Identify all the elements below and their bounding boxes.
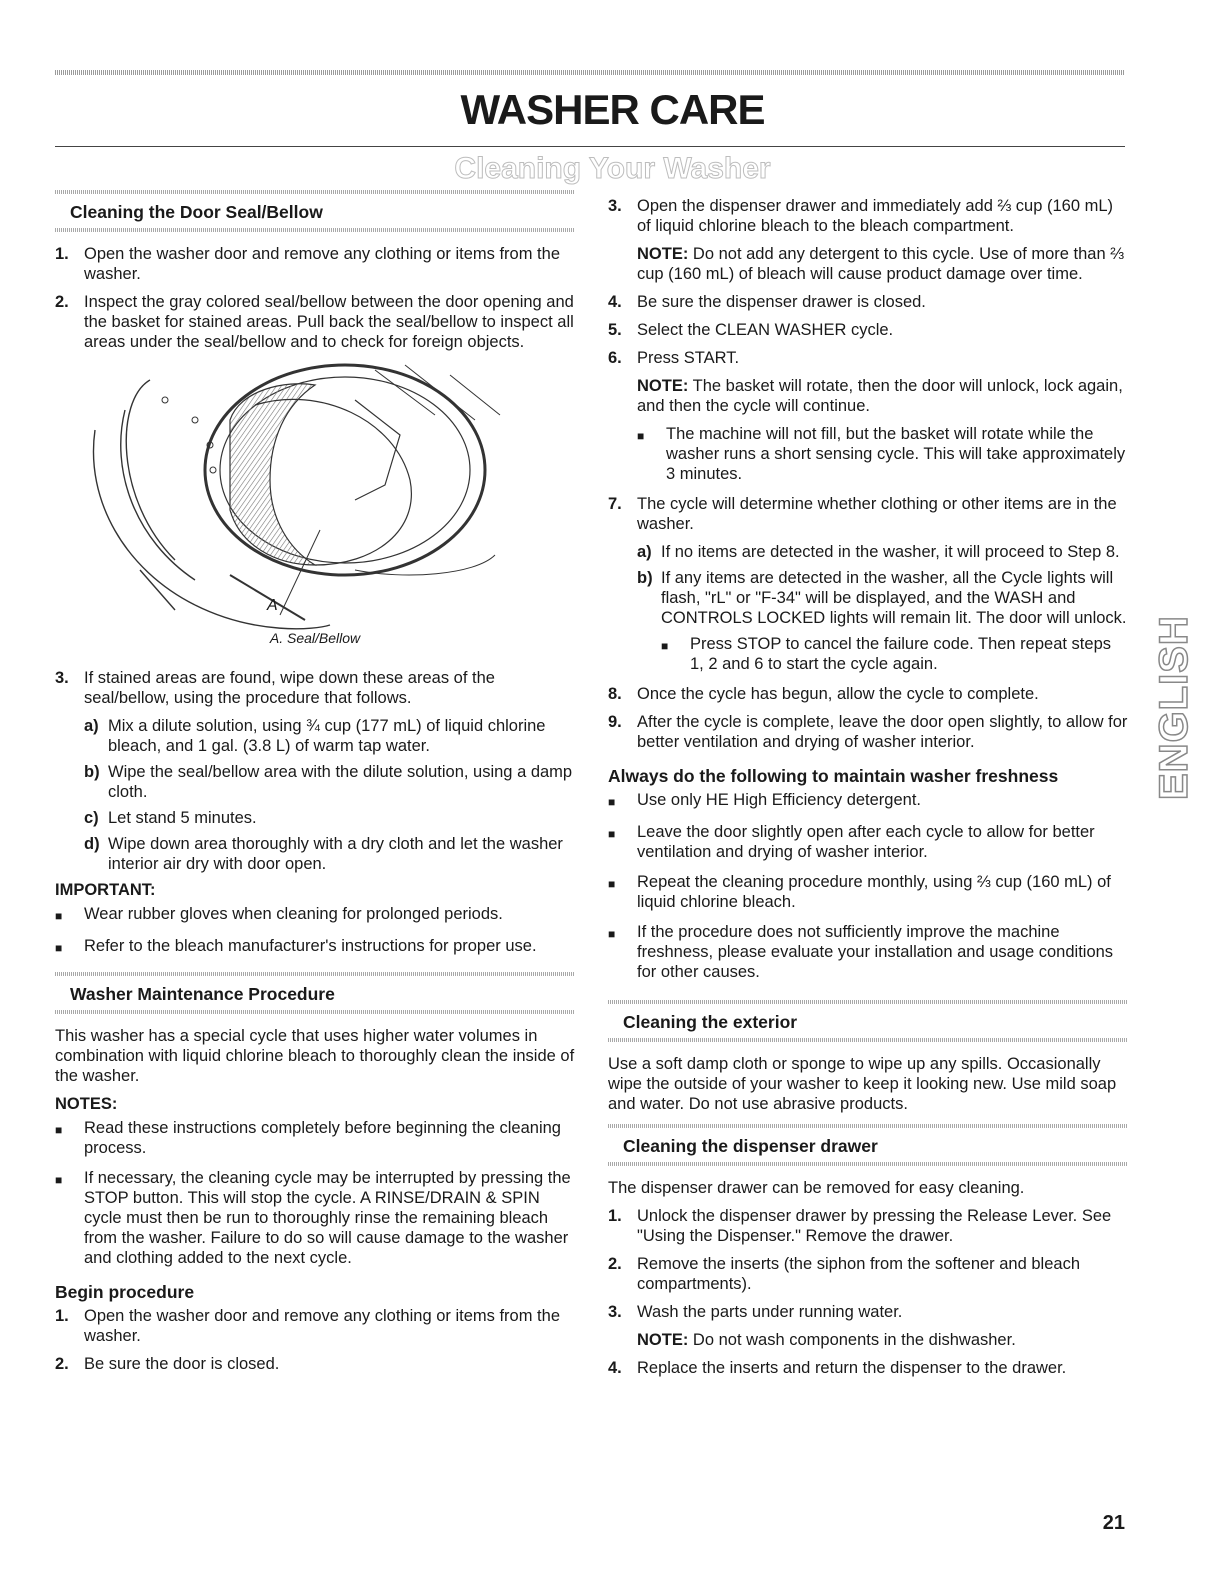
step-text: Unlock the dispenser drawer by pressing the Release Lever. See "Using the Dispenser." Remove the drawer. (637, 1207, 1112, 1245)
page-number: 21 (1102, 1512, 1125, 1534)
substep-text: Mix a dilute solution, using ¾ cup (177 mL) of liquid chlorine bleach, and 1 gal. (3.8 L) of warm tap water. (108, 717, 546, 755)
list-item (84, 834, 575, 874)
step-text: Be sure the door is closed. (84, 1355, 280, 1373)
list-item (608, 292, 1128, 312)
substep-letter: c) (84, 809, 99, 827)
begin-procedure-heading: Begin procedure (55, 1282, 195, 1302)
maintenance-intro: This washer has a special cycle that uses higher water volumes in combination with liquid chlorine bleach to thoroughly clean the inside of the washer. (55, 1027, 575, 1085)
step-text: Press START. (637, 349, 740, 367)
substep-letter: d) (84, 835, 100, 853)
step-number: 4. (608, 293, 622, 311)
right-column (608, 196, 1128, 1386)
list-item (84, 716, 575, 756)
step-number: 1. (608, 1207, 622, 1225)
notes-label: NOTES: (55, 1095, 118, 1113)
list-item (608, 822, 1128, 862)
bullet-text: Repeat the cleaning procedure monthly, using ⅔ cup (160 mL) of liquid chlorine bleach. (637, 873, 1111, 911)
list-item (55, 1168, 575, 1268)
dispenser-intro: The dispenser drawer can be removed for easy cleaning. (608, 1179, 1025, 1197)
step-text: Open the washer door and remove any clothing or items from the washer. (84, 1307, 560, 1345)
list-item (661, 634, 1128, 674)
section-heading-exterior: Cleaning the exterior (608, 1000, 1128, 1042)
step-number: 2. (55, 293, 69, 311)
list-item (55, 292, 575, 352)
step-number: 3. (608, 197, 622, 215)
list-item (55, 668, 575, 708)
bullet-square-icon: ■ (55, 909, 63, 923)
figure-caption: A. Seal/Bellow (269, 630, 361, 646)
list-item (608, 790, 1128, 812)
note (637, 376, 1128, 416)
step-number: 3. (608, 1303, 622, 1321)
bullet-text: Leave the door slightly open after each cycle to allow for better ventilation and drying of washer interior. (637, 823, 1095, 861)
step-text: Wash the parts under running water. (637, 1303, 903, 1321)
section-heading-maintenance: Washer Maintenance Procedure (55, 972, 575, 1014)
step-text: The cycle will determine whether clothing or other items are in the washer. (637, 495, 1117, 533)
figure-callout-letter: A (267, 597, 278, 614)
note-label: NOTE: (637, 245, 689, 263)
note (637, 244, 1128, 284)
step-number: 1. (55, 1307, 69, 1325)
list-item (608, 348, 1128, 368)
page-title: WASHER CARE (460, 86, 765, 133)
step-number: 5. (608, 321, 622, 339)
list-item (608, 922, 1128, 982)
list-item (55, 936, 575, 958)
list-item (608, 196, 1128, 236)
important-label: IMPORTANT: (55, 881, 156, 899)
step-number: 1. (55, 245, 69, 263)
list-item (55, 1306, 575, 1346)
list-item (84, 762, 575, 802)
substep-text: Wipe the seal/bellow area with the dilute solution, using a damp cloth. (108, 763, 573, 801)
step-text: Remove the inserts (the siphon from the softener and bleach compartments). (637, 1255, 1080, 1293)
substep-list (84, 716, 575, 874)
substep-text: Wipe down area thoroughly with a dry cloth and let the washer interior air dry with door open. (108, 835, 563, 873)
note-label: NOTE: (637, 377, 689, 395)
substep-text: If any items are detected in the washer, all the Cycle lights will flash, "rL" or "F-34" will be displayed, and the WASH and CONTROLS LOCKED lights will remain lit. The door will unlock. (661, 569, 1127, 627)
bullet-square-icon: ■ (608, 927, 616, 941)
substep-letter: b) (84, 763, 100, 781)
bullet-text: Use only HE High Efficiency detergent. (637, 791, 922, 809)
bullet-square-icon: ■ (608, 795, 616, 809)
step-text: Replace the inserts and return the dispenser to the drawer. (637, 1359, 1067, 1377)
list-item (608, 1254, 1128, 1294)
section-heading-dispenser: Cleaning the dispenser drawer (608, 1124, 1128, 1166)
substep-list (637, 542, 1128, 628)
bullet-square-icon: ■ (55, 941, 63, 955)
list-item (608, 712, 1128, 752)
bullet-text: Read these instructions completely before beginning the cleaning process. (84, 1119, 561, 1157)
note-text: The basket will rotate, then the door will unlock, lock again, and then the cycle will continue. (637, 377, 1123, 415)
list-item (608, 1302, 1128, 1322)
step-text: Inspect the gray colored seal/bellow between the door opening and the basket for stained areas. Pull back the seal/bellow to inspect all areas under the seal/bellow and to check for foreign objects. (84, 293, 574, 351)
list-item (608, 1358, 1128, 1378)
list-item (55, 244, 575, 284)
list-item (608, 494, 1128, 534)
note (637, 1330, 1128, 1350)
step-number: 9. (608, 713, 622, 731)
list-item (608, 1206, 1128, 1246)
list-item (608, 872, 1128, 912)
bullet-text: The machine will not fill, but the basket will rotate while the washer runs a short sensing cycle. This will take approximately 3 minutes. (666, 425, 1126, 483)
title-rule (55, 146, 1125, 147)
page-subtitle: Cleaning Your Washer (454, 152, 771, 185)
freshness-heading: Always do the following to maintain washer freshness (608, 766, 1059, 786)
language-side-tab: ENGLISH (1152, 615, 1196, 800)
step-number: 7. (608, 495, 622, 513)
bullet-square-icon: ■ (637, 429, 645, 443)
left-column (55, 190, 575, 1382)
substep-letter: a) (84, 717, 99, 735)
step-text: After the cycle is complete, leave the door open slightly, to allow for better ventilation and drying of washer interior. (637, 713, 1128, 751)
bullet-text: If necessary, the cleaning cycle may be interrupted by pressing the STOP button. This will stop the cycle. A RINSE/DRAIN & SPIN cycle must then be run to thoroughly rinse the remaining bleach from the washer. Failure to do so will cause damage to the washer and clothing added to the next cycle. (84, 1169, 571, 1267)
section-heading-door-seal: Cleaning the Door Seal/Bellow (55, 190, 575, 232)
step-text: If stained areas are found, wipe down these areas of the seal/bellow, using the procedure that follows. (84, 669, 495, 707)
bullet-square-icon: ■ (55, 1173, 63, 1187)
substep-letter: b) (637, 569, 653, 587)
list-item (608, 684, 1128, 704)
step-number: 6. (608, 349, 622, 367)
step-number: 2. (608, 1255, 622, 1273)
substep-letter: a) (637, 543, 652, 561)
bullet-text: Press STOP to cancel the failure code. Then repeat steps 1, 2 and 6 to start the cycle again. (690, 635, 1111, 673)
step-number: 4. (608, 1359, 622, 1377)
step-text: Once the cycle has begun, allow the cycle to complete. (637, 685, 1039, 703)
exterior-text: Use a soft damp cloth or sponge to wipe up any spills. Occasionally wipe the outside of your washer to keep it looking new. Use mild soap and water. Do not use abrasive products. (608, 1055, 1117, 1113)
bullet-square-icon: ■ (55, 1123, 63, 1137)
list-item (55, 1118, 575, 1158)
seal-bellow-illustration (55, 360, 575, 660)
list-item (637, 568, 1128, 628)
step-text: Open the dispenser drawer and immediately add ⅔ cup (160 mL) of liquid chlorine bleach to the bleach compartment. (637, 197, 1114, 235)
step-text: Be sure the dispenser drawer is closed. (637, 293, 926, 311)
bullet-square-icon: ■ (608, 827, 616, 841)
list-item (608, 320, 1128, 340)
bullet-square-icon: ■ (608, 877, 616, 891)
top-rule (55, 70, 1125, 75)
step-number: 8. (608, 685, 622, 703)
list-item (84, 808, 575, 828)
list-item (637, 542, 1128, 562)
list-item (55, 1354, 575, 1374)
step-number: 3. (55, 669, 69, 687)
substep-text: Let stand 5 minutes. (108, 809, 257, 827)
list-item (637, 424, 1128, 484)
note-text: Do not wash components in the dishwasher. (688, 1331, 1016, 1349)
bullet-square-icon: ■ (661, 639, 669, 653)
bullet-text: Refer to the bleach manufacturer's instructions for proper use. (84, 937, 537, 955)
list-item (55, 904, 575, 926)
step-number: 2. (55, 1355, 69, 1373)
note-text: Do not add any detergent to this cycle. Use of more than ⅔ cup (160 mL) of bleach will cause product damage over time. (637, 245, 1125, 283)
step-text: Select the CLEAN WASHER cycle. (637, 321, 894, 339)
bullet-text: If the procedure does not sufficiently improve the machine freshness, please evaluate your installation and usage conditions for other causes. (637, 923, 1114, 981)
note-label: NOTE: (637, 1331, 689, 1349)
bullet-text: Wear rubber gloves when cleaning for prolonged periods. (84, 905, 503, 923)
step-text: Open the washer door and remove any clothing or items from the washer. (84, 245, 560, 283)
substep-text: If no items are detected in the washer, it will proceed to Step 8. (661, 543, 1120, 561)
seal-bellow-figure (55, 360, 575, 660)
